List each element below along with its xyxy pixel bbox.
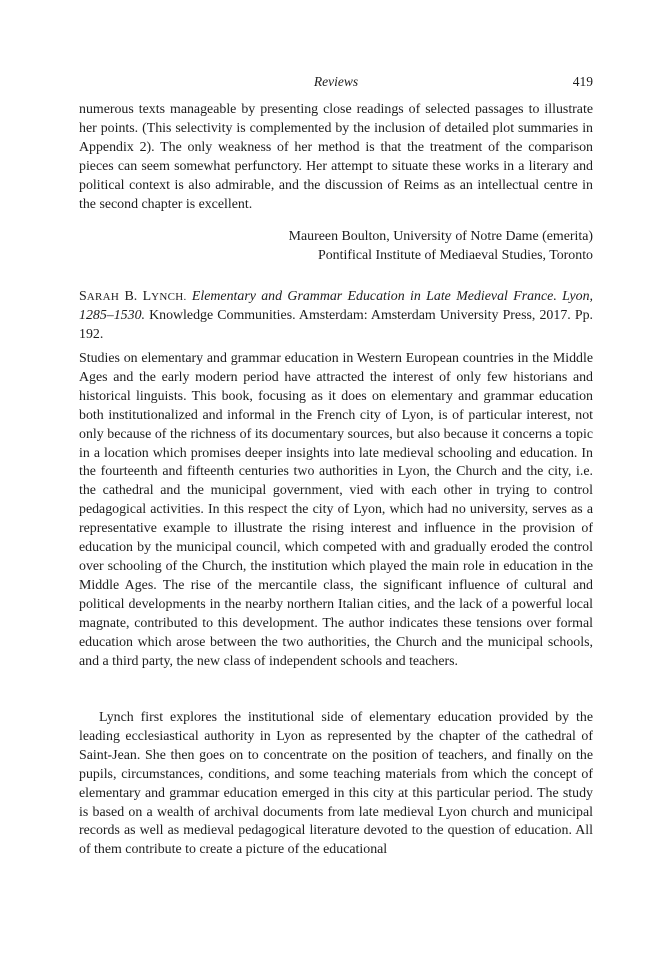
author-first-initial: S	[79, 289, 87, 304]
previous-review-closing-paragraph: numerous texts manageable by presenting close readings of selected passages to illustrate her points. (This selectivity is complemented by the inclusion of detailed plot summaries in Appendix 2). The only weakness of her method is that the treatment of the comparison pieces can seem somewhat perfunctory. Her attempt to situate these works in a literary and political context is also admirable, and the discussion of Reims as an intellectual centre in the second chapter is excellent.	[79, 102, 593, 212]
author-first-rest: ARAH	[86, 291, 120, 303]
author-last-rest: YNCH.	[151, 291, 187, 303]
review-paragraph-1: Studies on elementary and grammar education in Western European countries in the Middle Ages and the early modern period have attracted the interest of only few historians and historical linguists. This book, focusing as it does on elementary and grammar education both institutionalized and informal in the French city of Lyon, is of particular interest, not only because of the richness of its documentary sources, but also because it concerns a topic in a location which promises deeper insights into late medieval schooling and education. In the fourteenth and fifteenth centuries two authorities in Lyon, the Church and the city, i.e. the cathedral and the municipal government, vied with each other in trying to control pedagogical activities. In this respect the city of Lyon, which had no university, serves as a representative example to illustrate the rising interest and influence in the provision of education by the municipal council, which competed with and gradually eroded the control over schooling of the Church, the institution which played the main role in education in the Middle Ages. The rise of the mercantile class, the significant influence of cultural and political developments in the nearby northern Italian cities, and the lack of a powerful local magnate, contributed to this development. The author indicates these tensions over formal education which arose between the two authorities, the Church and the municipal schools, and a third party, the new class of independent schools and teachers.	[79, 351, 593, 669]
page-number: 419	[572, 74, 593, 89]
reviewer-name-line: Maureen Boulton, University of Notre Dame (emerita)	[288, 229, 593, 244]
running-head-title: Reviews	[313, 74, 359, 89]
running-head	[79, 74, 593, 92]
publication-details: Knowledge Communities. Amsterdam: Amsterdam University Press, 2017. Pp. 192.	[79, 307, 593, 342]
author-last-initial: L	[142, 289, 152, 304]
book-title: Elementary and Grammar Education in Late Medieval France. Lyon, 1285–1530.	[79, 289, 593, 323]
reviewer-affiliation-line: Pontifical Institute of Mediaeval Studies, Toronto	[318, 248, 593, 263]
book-citation	[79, 288, 593, 345]
reviewer-signature	[79, 227, 593, 265]
review-paragraph-2: Lynch first explores the institutional side of elementary education provided by the leading ecclesiastical authority in Lyon as represented by the chapter of the cathedral of Saint-Jean. She then goes on to concentrate on the position of teachers, and finally on the pupils, circumstances, conditions, and some teaching materials from which the concept of elementary and grammar education emerged in this city at this particular period. The study is based on a wealth of archival documents from late medieval Lyon church and municipal records as well as medieval pedagogical literature devoted to the question of education. All of them contribute to create a picture of the educational	[79, 710, 593, 858]
author-middle: B.	[124, 289, 138, 304]
